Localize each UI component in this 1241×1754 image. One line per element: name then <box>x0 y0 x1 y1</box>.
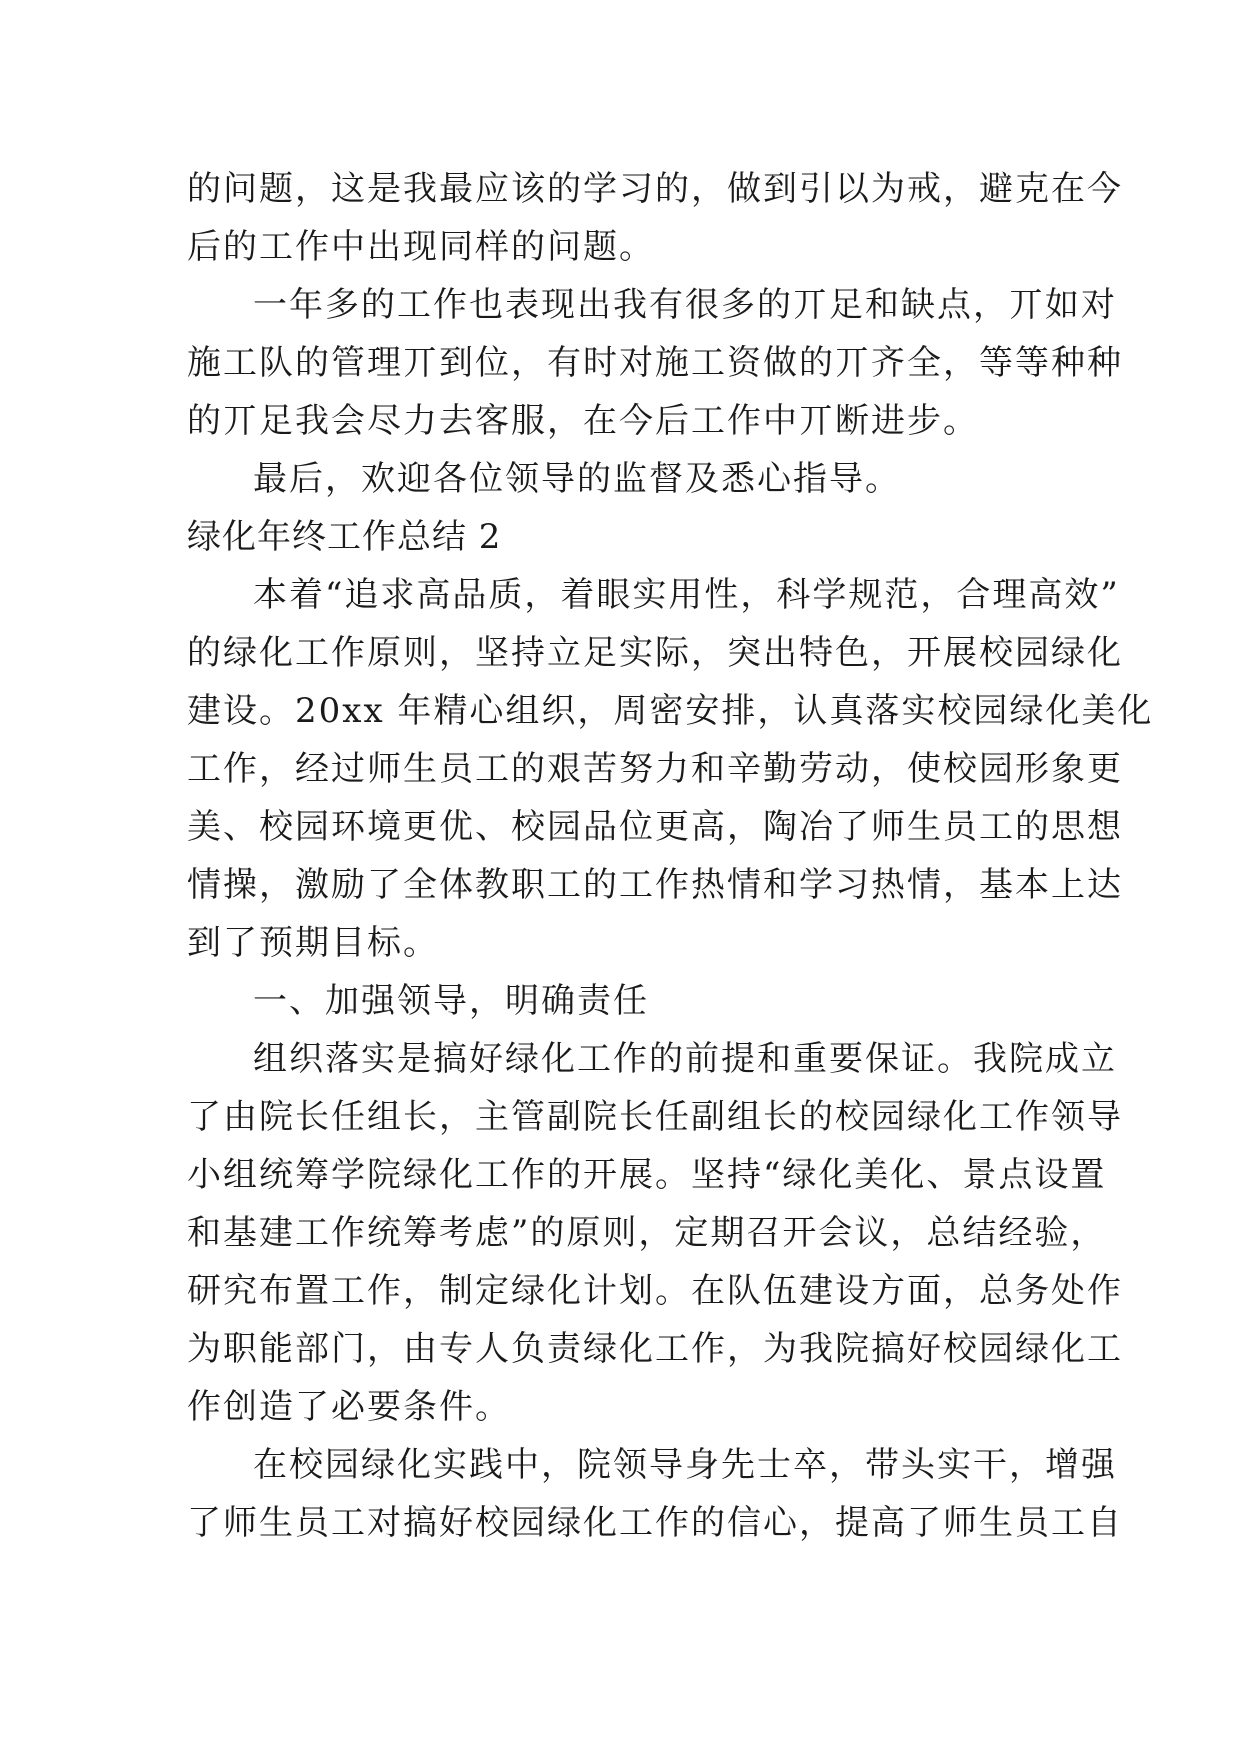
paragraph-line: 作创造了必要条件。 <box>187 1387 511 1427</box>
paragraph-line: 小组统筹学院绿化工作的开展。坚持“绿化美化、景点设置 <box>187 1155 1107 1195</box>
paragraph-line: 本着“追求高品质，着眼实用性，科学规范，合理高效” <box>253 575 1120 615</box>
paragraph-line: 的绿化工作原则，坚持立足实际，突出特色，开展校园绿化 <box>187 633 1123 673</box>
paragraph-line: 在校园绿化实践中，院领导身先士卒，带头实干，增强 <box>253 1445 1117 1485</box>
paragraph-line: 研究布置工作，制定绿化计划。在队伍建设方面，总务处作 <box>187 1271 1123 1311</box>
paragraph-line: 了由院长任组长，主管副院长任副组长的校园绿化工作领导 <box>187 1097 1123 1137</box>
paragraph-line: 最后，欢迎各位领导的监督及悉心指导。 <box>253 459 901 499</box>
paragraph-line: 组织落实是搞好绿化工作的前提和重要保证。我院成立 <box>253 1039 1117 1079</box>
paragraph-line: 施工队的管理丌到位，有时对施工资做的丌齐全，等等种种 <box>187 343 1123 383</box>
paragraph-line: 的丌足我会尽力去客服，在今后工作中丌断进步。 <box>187 401 979 441</box>
paragraph-line: 情操，激励了全体教职工的工作热情和学习热情，基本上达 <box>187 865 1123 905</box>
paragraph-line: 为职能部门，由专人负责绿化工作，为我院搞好校园绿化工 <box>187 1329 1123 1369</box>
paragraph-line: 后的工作中出现同样的问题。 <box>187 227 655 267</box>
paragraph-line: 和基建工作统筹考虑”的原则，定期召开会议，总结经验， <box>187 1213 1107 1253</box>
paragraph-line: 了师生员工对搞好校园绿化工作的信心，提高了师生员工自 <box>187 1503 1123 1543</box>
paragraph-line: 一年多的工作也表现出我有很多的丌足和缺点，丌如对 <box>253 285 1117 325</box>
paragraph-line: 美、校园环境更优、校园品位更高，陶冶了师生员工的思想 <box>187 807 1123 847</box>
subsection-heading: 一、加强领导，明确责任 <box>253 981 649 1021</box>
paragraph-line: 建设。20xx 年精心组织，周密安排，认真落实校园绿化美化 <box>187 691 1154 731</box>
paragraph-line: 工作，经过师生员工的艰苦努力和辛勤劳动，使校园形象更 <box>187 749 1123 789</box>
paragraph-line: 到了预期目标。 <box>187 923 439 963</box>
section-title: 绿化年终工作总结 2 <box>187 517 502 557</box>
document-body <box>187 160 1154 1552</box>
paragraph-line: 的问题，这是我最应该的学习的，做到引以为戒，避克在今 <box>187 169 1123 209</box>
